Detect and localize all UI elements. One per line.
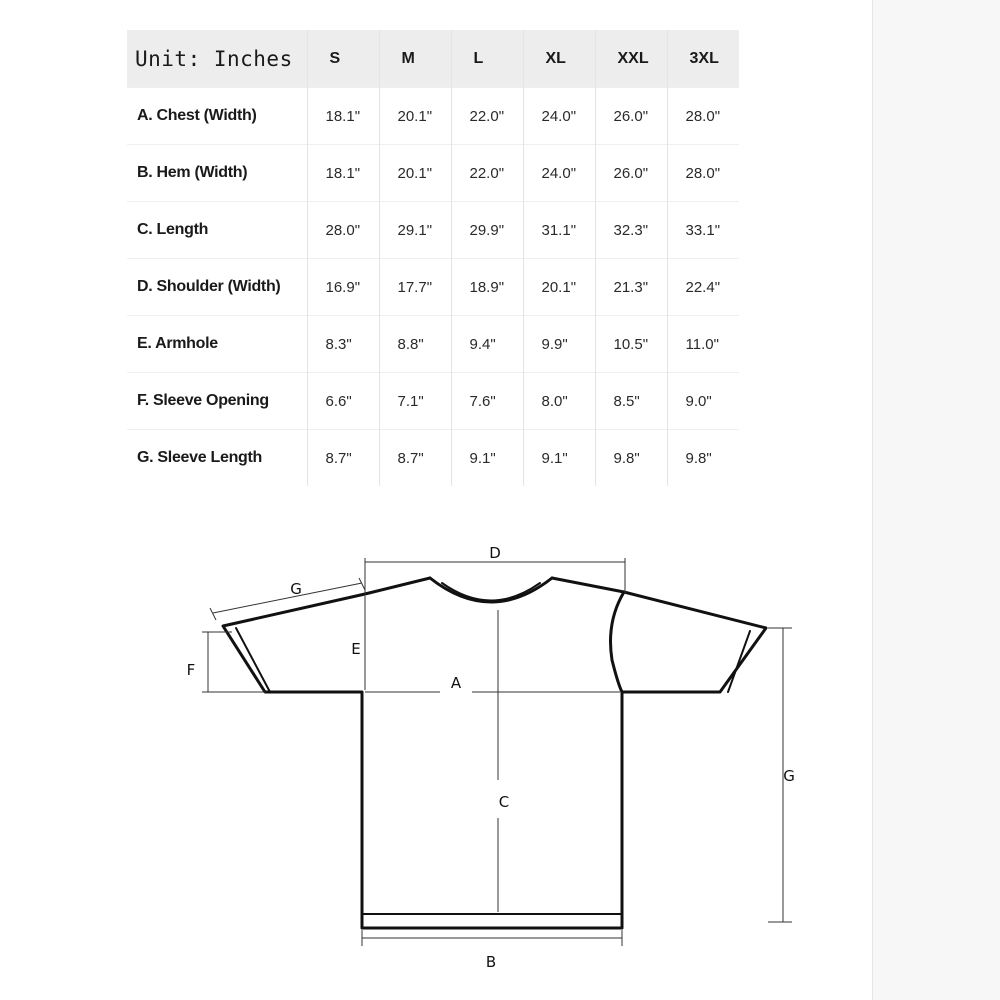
table-header-row (127, 30, 739, 88)
table-row (127, 145, 739, 202)
table-cell: 9.0" (667, 373, 739, 430)
collar-outer (430, 578, 552, 602)
row-label: D. Shoulder (Width) (127, 259, 307, 316)
table-row (127, 202, 739, 259)
table-cell: 9.1" (523, 430, 595, 487)
table-cell: 33.1" (667, 202, 739, 259)
table-cell: 22.4" (667, 259, 739, 316)
table-cell: 32.3" (595, 202, 667, 259)
table-cell: 7.1" (379, 373, 451, 430)
table-cell: 20.1" (379, 88, 451, 145)
table-cell: 31.1" (523, 202, 595, 259)
shirt-outline (223, 578, 766, 928)
table-cell: 8.3" (307, 316, 379, 373)
table-cell: 18.1" (307, 88, 379, 145)
table-cell: 9.8" (667, 430, 739, 487)
table-cell: 28.0" (307, 202, 379, 259)
table-row (127, 88, 739, 145)
table-cell: 8.0" (523, 373, 595, 430)
table-cell: 21.3" (595, 259, 667, 316)
row-label: B. Hem (Width) (127, 145, 307, 202)
label-a: A (450, 674, 462, 692)
table-row (127, 316, 739, 373)
table-cell: 11.0" (667, 316, 739, 373)
table-cell: 28.0" (667, 88, 739, 145)
size-header-3xl: 3XL (689, 49, 719, 67)
label-d: D (489, 544, 501, 562)
label-g-sleeve: G (290, 580, 302, 598)
table-cell: 22.0" (451, 88, 523, 145)
table-cell: 7.6" (451, 373, 523, 430)
label-e: E (351, 640, 361, 658)
row-label: C. Length (127, 202, 307, 259)
table-cell: 18.1" (307, 145, 379, 202)
table-cell: 24.0" (523, 88, 595, 145)
table-cell: 17.7" (379, 259, 451, 316)
table-cell: 8.5" (595, 373, 667, 430)
row-label: F. Sleeve Opening (127, 373, 307, 430)
table-cell: 9.9" (523, 316, 595, 373)
table-cell: 18.9" (451, 259, 523, 316)
table-cell: 9.8" (595, 430, 667, 487)
table-cell: 16.9" (307, 259, 379, 316)
table-cell: 24.0" (523, 145, 595, 202)
table-cell: 8.7" (307, 430, 379, 487)
table-cell: 26.0" (595, 88, 667, 145)
table-cell: 20.1" (523, 259, 595, 316)
size-header-l: L (451, 30, 523, 88)
collar-inner (442, 583, 540, 601)
label-f: F (186, 661, 196, 679)
table-cell: 9.4" (451, 316, 523, 373)
table-cell: 29.1" (379, 202, 451, 259)
size-header-xl: XL (523, 30, 595, 88)
armhole-seam (611, 592, 625, 692)
size-header-s: S (307, 30, 379, 88)
left-cuff-line (236, 628, 270, 692)
size-chart-table (127, 30, 739, 486)
table-cell: 28.0" (667, 145, 739, 202)
table-row (127, 430, 739, 487)
table-row (127, 373, 739, 430)
table-cell: 9.1" (451, 430, 523, 487)
right-cuff-line (728, 631, 750, 692)
table-cell: 22.0" (451, 145, 523, 202)
table-cell: 8.8" (379, 316, 451, 373)
row-label: G. Sleeve Length (127, 430, 307, 487)
table-cell: 10.5" (595, 316, 667, 373)
size-header-m: M (379, 30, 451, 88)
page-edge-strip (872, 0, 1000, 1000)
unit-label: Unit: Inches (127, 30, 307, 88)
table-cell: 26.0" (595, 145, 667, 202)
size-header-xxl: XXL (595, 30, 667, 88)
row-label: E. Armhole (127, 316, 307, 373)
table-cell: 20.1" (379, 145, 451, 202)
table-cell: 8.7" (379, 430, 451, 487)
table-cell: 29.9" (451, 202, 523, 259)
label-g-side: G (783, 767, 795, 785)
label-c: C (498, 793, 510, 811)
table-cell: 6.6" (307, 373, 379, 430)
row-label: A. Chest (Width) (127, 88, 307, 145)
label-b: B (485, 953, 497, 971)
table-row (127, 259, 739, 316)
